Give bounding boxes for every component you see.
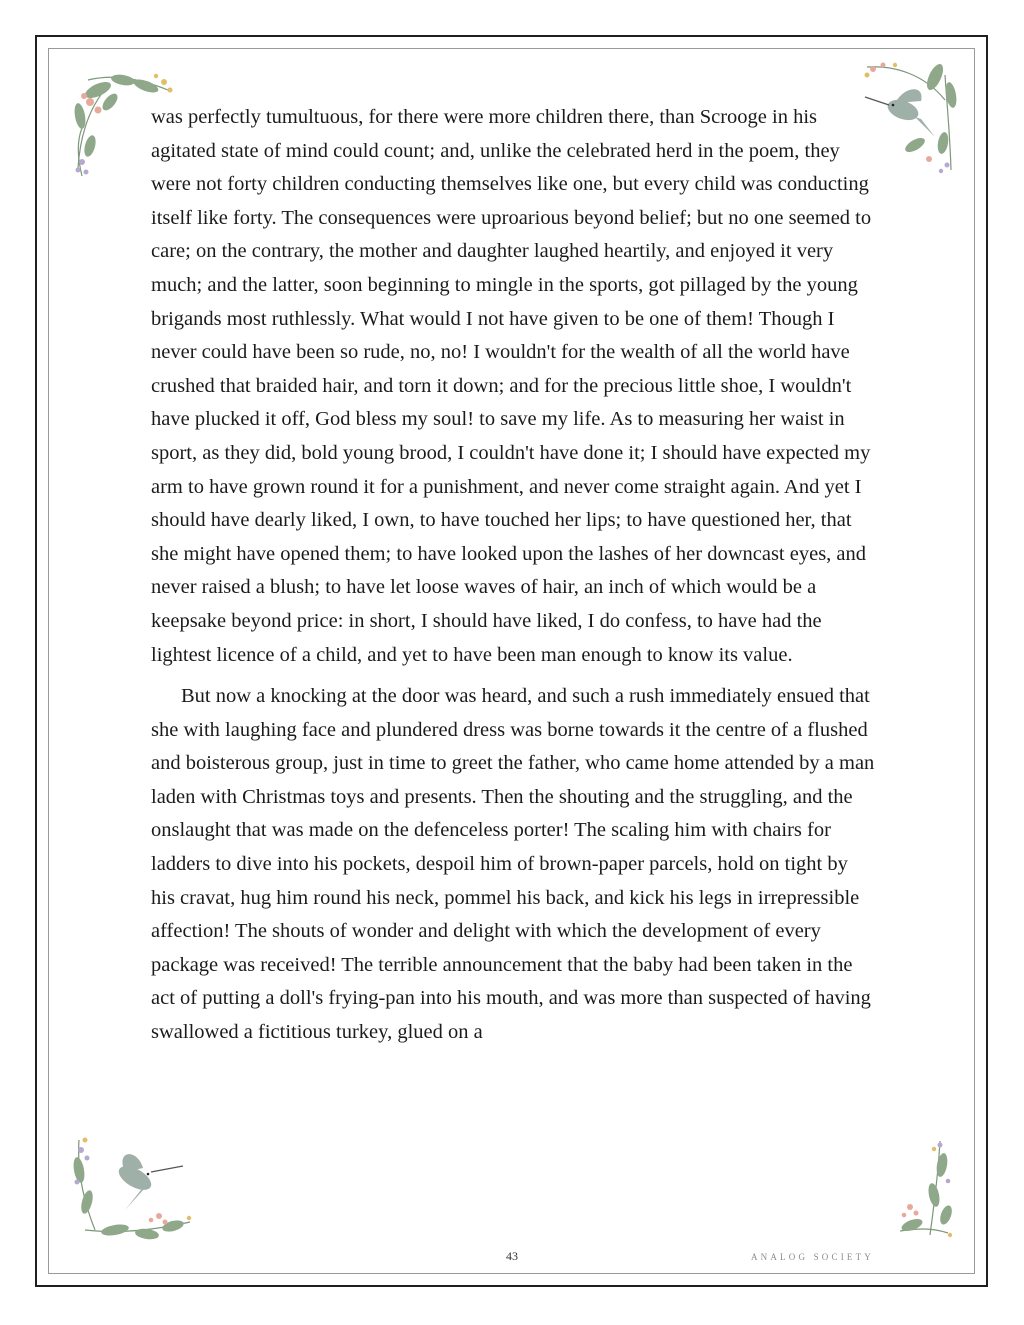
- body-text: [151, 101, 876, 1050]
- footer-brand: ANALOG SOCIETY: [750, 1252, 874, 1262]
- paragraph: But now a knocking at the door was heard, and such a rush immediately ensued that she with laughing face and plundered dress was borne towards it the centre of a flushed and boisterous group, just in time to greet the father, who came home attended by a man laden with Christmas toys and presents. Then the shouting and the struggling, and the onslaught that was made on the defenceless porter! The scaling him with chairs for ladders to dive into his pockets, despoil him of brown-paper parcels, hold on tight by his cravat, hug him round his neck, pommel his back, and kick his legs in irrepressible affection! The shouts of wonder and delight with which the development of every package was received! The terrible announcement that the baby had been taken in the act of putting a doll's frying-pan into his mouth, and was more than suspected of having swallowed a fictitious turkey, glued on a: [151, 685, 875, 1044]
- hummingbird-floral-icon: [65, 1130, 200, 1245]
- paragraph: was perfectly tumultuous, for there were more children there, than Scrooge in his agitated state of mind could count; and, unlike the celebrated herd in the poem, they were not forty children conducting themselves like one, but every child was conducting itself like forty. The consequences were uproarious beyond belief; but no one seemed to care; on the contrary, the mother and daughter laughed heartily, and enjoyed it very much; and the latter, soon beginning to mingle in the sports, got pillaged by the young brigands most ruthlessly. What would I not have given to be one of them! Though I never could have been so rude, no, no! I wouldn't for the wealth of all the world have crushed that braided hair, and torn it down; and for the precious little shoe, I wouldn't have plucked it off, God bless my soul! to save my life. As to measuring her waist in sport, as they did, bold young brood, I couldn't have done it; I should have expected my arm to have grown round it for a punishment, and never come straight again. And yet I should have dearly liked, I own, to have touched her lips; to have questioned her, that she might have opened them; to have looked upon the lashes of her downcast eyes, and never raised a blush; to have let loose waves of hair, an inch of which would be a keepsake beyond price: in short, I should have liked, I do confess, to have had the lightest licence of a child, and yet to have been man enough to know its value.: [151, 106, 872, 666]
- floral-sprig-icon: [890, 1135, 960, 1245]
- page-number: 43: [506, 1249, 518, 1263]
